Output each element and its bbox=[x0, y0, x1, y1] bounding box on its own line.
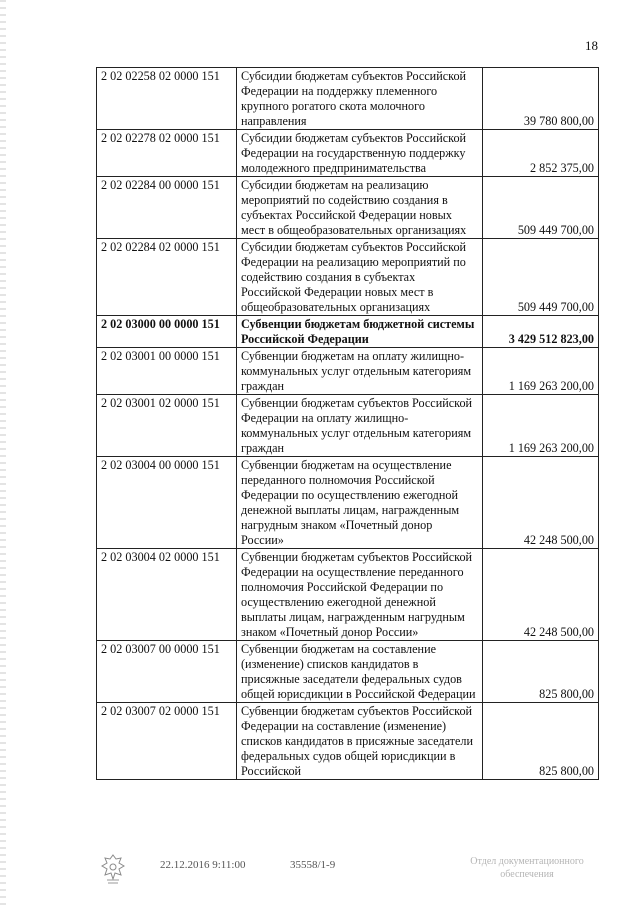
description-cell: Субвенции бюджетам на оплату жилищно-коммунальных услуг отдельным категориям граждан bbox=[237, 348, 483, 395]
stamp-line-2: обеспечения bbox=[500, 869, 554, 880]
amount-cell: 2 852 375,00 bbox=[483, 130, 599, 177]
amount-cell: 509 449 700,00 bbox=[483, 239, 599, 316]
footer bbox=[0, 855, 640, 895]
table-row bbox=[97, 457, 599, 549]
footer-date: 22.12.2016 9:11:00 bbox=[160, 859, 246, 871]
amount-cell: 42 248 500,00 bbox=[483, 457, 599, 549]
table-row bbox=[97, 130, 599, 177]
description-cell: Субсидии бюджетам субъектов Российской Федерации на государственную поддержку молодежного предпринимательства bbox=[237, 130, 483, 177]
amount-cell: 825 800,00 bbox=[483, 641, 599, 703]
budget-code-cell: 2 02 02258 02 0000 151 bbox=[97, 68, 237, 130]
amount-cell: 1 169 263 200,00 bbox=[483, 395, 599, 457]
description-cell: Субвенции бюджетам бюджетной системы Российской Федерации bbox=[237, 316, 483, 348]
budget-code-cell: 2 02 02278 02 0000 151 bbox=[97, 130, 237, 177]
table-row bbox=[97, 549, 599, 641]
table-body bbox=[97, 68, 599, 780]
table-row bbox=[97, 703, 599, 780]
budget-code-cell: 2 02 03000 00 0000 151 bbox=[97, 316, 237, 348]
description-cell: Субсидии бюджетам субъектов Российской Федерации на поддержку племенного крупного рогатого скота молочного направления bbox=[237, 68, 483, 130]
budget-table bbox=[96, 67, 599, 780]
scan-edge bbox=[0, 0, 6, 905]
amount-cell: 509 449 700,00 bbox=[483, 177, 599, 239]
description-cell: Субвенции бюджетам субъектов Российской Федерации на оплату жилищно-коммунальных услуг отдельным категориям граждан bbox=[237, 395, 483, 457]
budget-code-cell: 2 02 03004 00 0000 151 bbox=[97, 457, 237, 549]
amount-cell: 42 248 500,00 bbox=[483, 549, 599, 641]
description-cell: Субвенции бюджетам субъектов Российской Федерации на осуществление переданного полномочия Российской Федерации по осуществлению ежегодной денежной выплаты лицам, награжденным нагрудным знаком «Почетный донор России» bbox=[237, 549, 483, 641]
budget-code-cell: 2 02 03001 00 0000 151 bbox=[97, 348, 237, 395]
table-row bbox=[97, 395, 599, 457]
stamp-line-1: Отдел документационного bbox=[470, 856, 584, 867]
description-cell: Субсидии бюджетам на реализацию мероприятий по содействию создания в субъектах Российской Федерации новых мест в общеобразовательных организациях bbox=[237, 177, 483, 239]
table-row bbox=[97, 68, 599, 130]
table-row bbox=[97, 239, 599, 316]
description-cell: Субсидии бюджетам субъектов Российской Федерации на реализацию мероприятий по содействию создания в субъектах Российской Федерации новых мест в общеобразовательных организациях bbox=[237, 239, 483, 316]
table-row bbox=[97, 316, 599, 348]
page-number: 18 bbox=[585, 38, 598, 53]
description-cell: Субвенции бюджетам субъектов Российской Федерации на составление (изменение) списков кандидатов в присяжные заседатели федеральных судов общей юрисдикции в Российской bbox=[237, 703, 483, 780]
table-row bbox=[97, 348, 599, 395]
amount-cell: 825 800,00 bbox=[483, 703, 599, 780]
amount-cell: 39 780 800,00 bbox=[483, 68, 599, 130]
budget-code-cell: 2 02 03001 02 0000 151 bbox=[97, 395, 237, 457]
budget-code-cell: 2 02 02284 02 0000 151 bbox=[97, 239, 237, 316]
footer-registration-number: 35558/1-9 bbox=[290, 859, 336, 871]
budget-code-cell: 2 02 03004 02 0000 151 bbox=[97, 549, 237, 641]
amount-cell: 1 169 263 200,00 bbox=[483, 348, 599, 395]
budget-code-cell: 2 02 03007 02 0000 151 bbox=[97, 703, 237, 780]
description-cell: Субвенции бюджетам на осуществление переданного полномочия Российской Федерации по осуществлению ежегодной денежной выплаты лицам, награжденным нагрудным знаком «Почетный донор России» bbox=[237, 457, 483, 549]
amount-cell: 3 429 512 823,00 bbox=[483, 316, 599, 348]
coat-of-arms-icon bbox=[100, 853, 126, 885]
department-stamp bbox=[452, 855, 602, 881]
table-row bbox=[97, 177, 599, 239]
table-row bbox=[97, 641, 599, 703]
budget-code-cell: 2 02 03007 00 0000 151 bbox=[97, 641, 237, 703]
description-cell: Субвенции бюджетам на составление (изменение) списков кандидатов в присяжные заседатели федеральных судов общей юрисдикции в Российской Федерации bbox=[237, 641, 483, 703]
budget-code-cell: 2 02 02284 00 0000 151 bbox=[97, 177, 237, 239]
